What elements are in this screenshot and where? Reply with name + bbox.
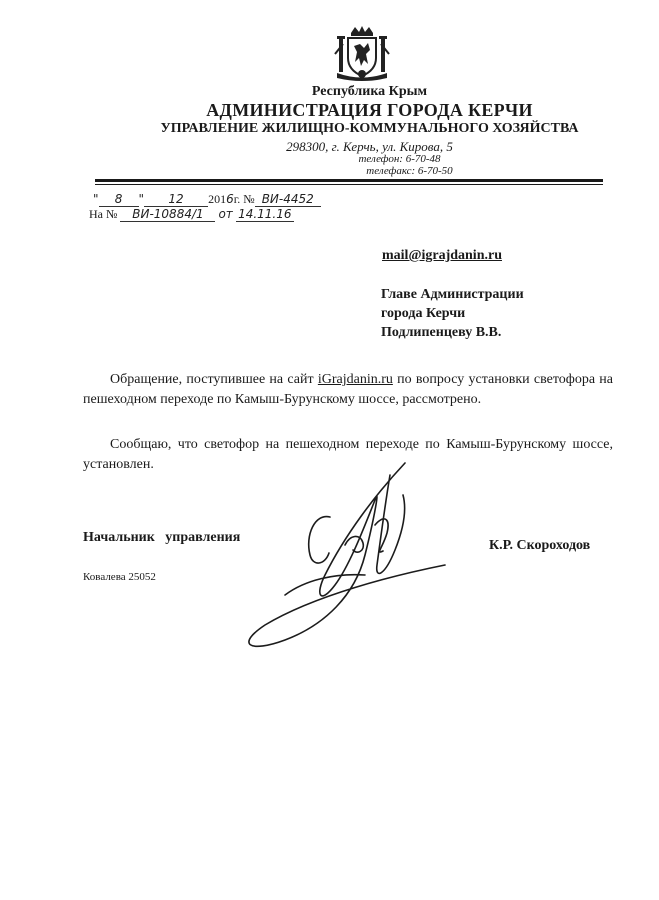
quote-mid: " <box>138 192 145 206</box>
department-name: УПРАВЛЕНИЕ ЖИЛИЩНО-КОММУНАЛЬНОГО ХОЗЯЙСТВА <box>160 121 579 136</box>
crimea-coat-of-arms-icon <box>333 24 391 82</box>
reply-date-label: от <box>218 207 233 221</box>
body-paragraph-1 <box>83 370 613 410</box>
fax: телефакс: 6-70-50 <box>366 165 453 177</box>
reply-date-handwritten: 14.11.16 <box>236 207 294 222</box>
header-rule-thin <box>95 184 603 185</box>
p1-start: Обращение, поступившее на сайт <box>110 372 318 387</box>
quote-open: " <box>93 192 99 206</box>
phone: телефон: 6-70-48 <box>358 153 441 165</box>
p1-end: по вопросу установки светофора на пешеходном переходе по Камыш-Бурунскому шоссе, рассмотрено. <box>83 372 613 407</box>
executor: Ковалева 25052 <box>83 571 156 583</box>
recipient-line-2: города Керчи <box>381 306 466 321</box>
signatory-position: Начальник управления <box>83 530 241 545</box>
day-handwritten: 8 <box>99 192 139 207</box>
handwritten-signature <box>225 455 475 655</box>
year-suffix: 6 <box>226 192 234 206</box>
recipient-line-1: Главе Администрации <box>381 287 524 302</box>
recipient-block <box>381 285 524 342</box>
outgoing-number-handwritten: ВИ-4452 <box>255 192 321 207</box>
year-label: г. № <box>233 192 255 206</box>
republic-name: Республика Крым <box>311 84 428 99</box>
recipient-email: mail@igrajdanin.ru <box>382 248 502 263</box>
address: 298300, г. Керчь, ул. Кирова, 5 <box>286 139 453 154</box>
signatory-name: К.Р. Скороходов <box>489 538 591 553</box>
site-name: iGrajdanin.ru <box>317 372 393 387</box>
administration-name: АДМИНИСТРАЦИЯ ГОРОДА КЕРЧИ <box>206 100 533 120</box>
reply-to-line <box>89 207 294 222</box>
p2-text: Сообщаю, что светофор на пешеходном переходе по Камыш-Бурунскому шоссе, установлен. <box>83 437 613 472</box>
year-prefix: 201 <box>208 192 227 206</box>
recipient-line-3: Подлипенцеву В.В. <box>381 325 502 340</box>
month-handwritten: 12 <box>144 192 208 207</box>
header-rule-thick <box>95 179 603 182</box>
reply-prefix: На № <box>89 207 118 221</box>
outgoing-date-line <box>93 192 321 207</box>
reply-number-handwritten: ВИ-10884/1 <box>120 207 215 222</box>
